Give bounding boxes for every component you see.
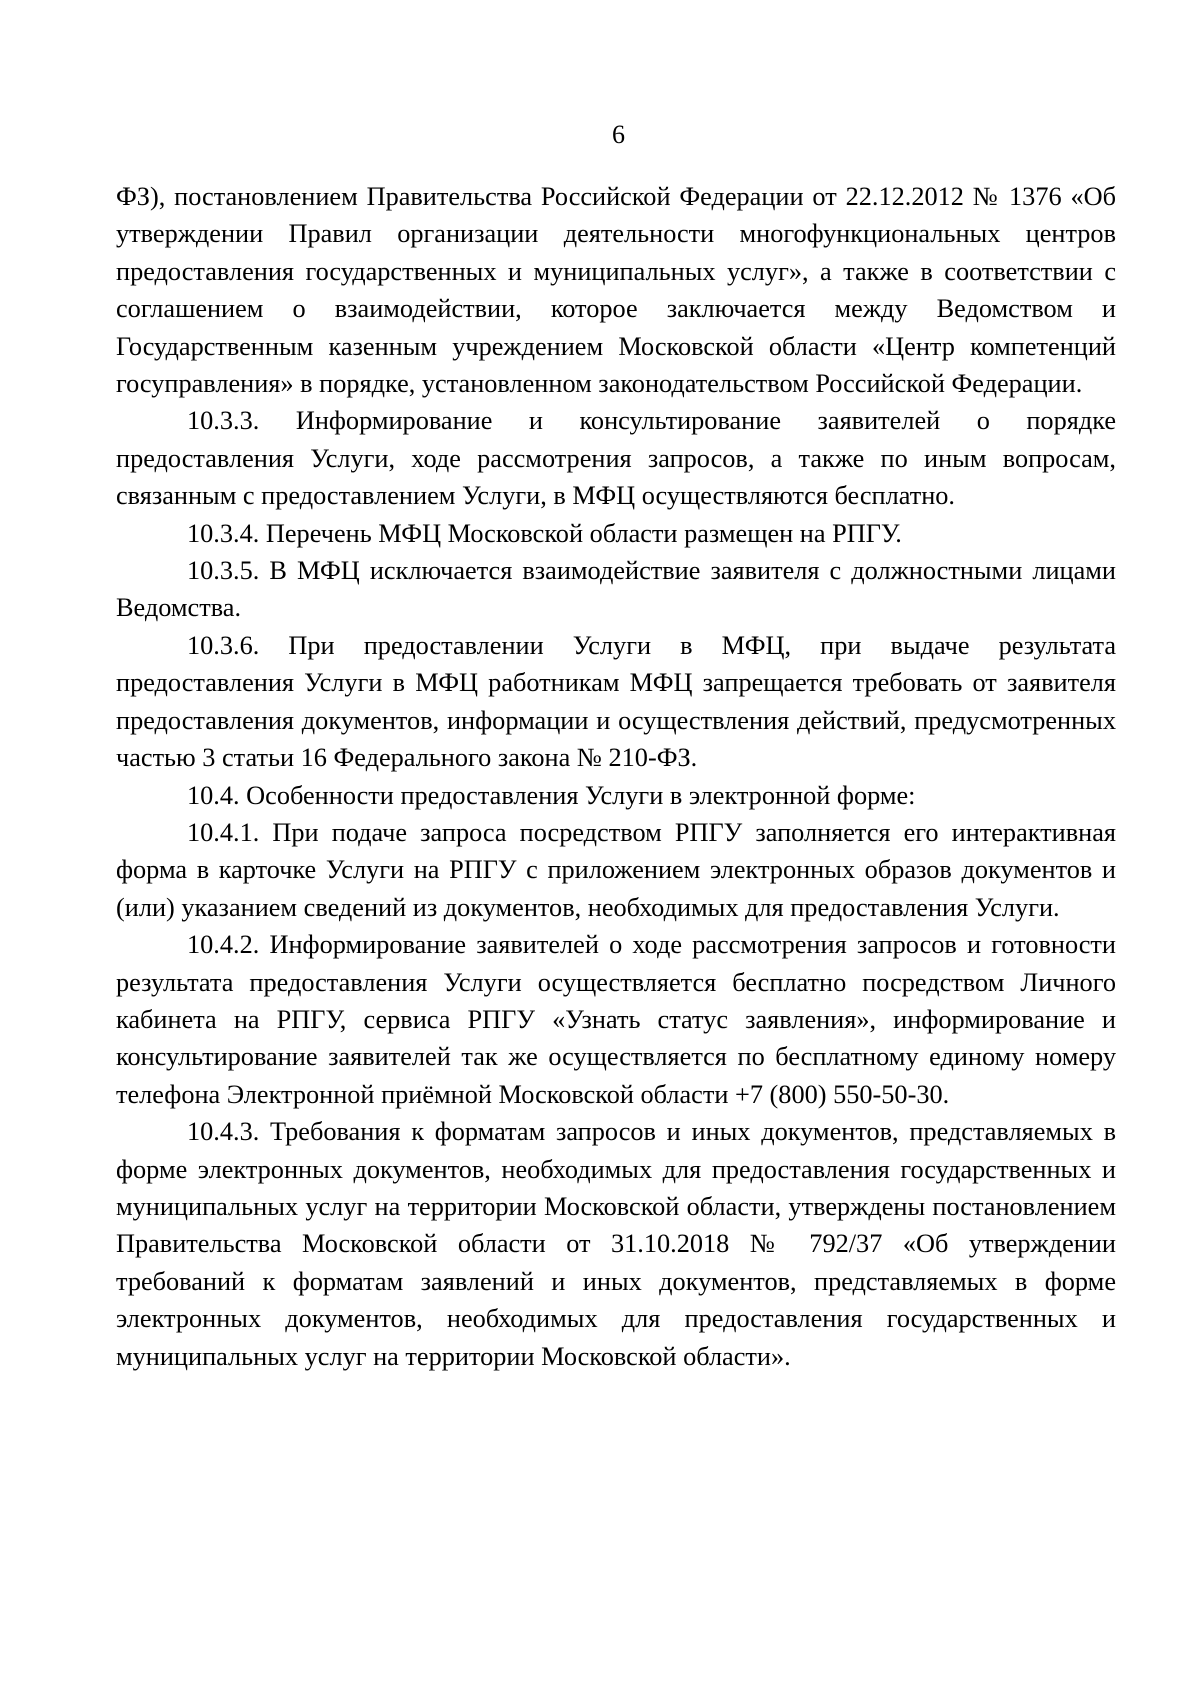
- paragraph-continuation: ФЗ), постановлением Правительства Российской Федерации от 22.12.2012 № 1376 «Об утверждении Правил организации деятельности многофункциональных центров предоставления государственных и муниципальных услуг», а также в соответствии с соглашением о взаимодействии, которое заключается между Ведомством и Государственным казенным учреждением Московской области «Центр компетенций госуправления» в порядке, установленном законодательством Российской Федерации.: [116, 182, 1116, 399]
- paragraph-10-3-3: 10.3.3. Информирование и консультирование заявителей о порядке предоставления Услуги, ходе рассмотрения запросов, а также по иным вопросам, связанным с предоставлением Услуги, в МФЦ осуществляются бесплатно.: [116, 406, 1116, 511]
- document-body: [116, 178, 1116, 1375]
- paragraph-10-4-2: 10.4.2. Информирование заявителей о ходе рассмотрения запросов и готовности результата предоставления Услуги осуществляется бесплатно посредством Личного кабинета на РПГУ, сервиса РПГУ «Узнать статус заявления», информирование и консультирование заявителей так же осуществляется по бесплатному единому номеру телефона Электронной приёмной Московской области +7 (800) 550-50-30.: [116, 930, 1116, 1109]
- paragraph-10-4: 10.4. Особенности предоставления Услуги в электронной форме:: [187, 780, 916, 810]
- paragraph-10-4-1: 10.4.1. При подаче запроса посредством РПГУ заполняется его интерактивная форма в карточке Услуги на РПГУ с приложением электронных образов документов и (или) указанием сведений из документов, необходимых для предоставления Услуги.: [116, 817, 1116, 922]
- paragraph-10-3-6: 10.3.6. При предоставлении Услуги в МФЦ, при выдаче результата предоставления Услуги в МФЦ работникам МФЦ запрещается требовать от заявителя предоставления документов, информации и осуществления действий, предусмотренных частью 3 статьи 16 Федерального закона № 210-ФЗ.: [116, 630, 1116, 773]
- paragraph-10-4-3: 10.4.3. Требования к форматам запросов и иных документов, представляемых в форме электронных документов, необходимых для предоставления государственных и муниципальных услуг на территории Московской области, утверждены постановлением Правительства Московской области от 31.10.2018 № 792/37 «Об утверждении требований к форматам заявлений и иных документов, представляемых в форме электронных документов, необходимых для предоставления государственных и муниципальных услуг на территории Московской области».: [116, 1117, 1116, 1371]
- paragraph-10-3-5: 10.3.5. В МФЦ исключается взаимодействие заявителя с должностными лицами Ведомства.: [116, 556, 1116, 623]
- paragraph-10-3-4: 10.3.4. Перечень МФЦ Московской области размещен на РПГУ.: [187, 518, 902, 548]
- page-number: 6: [612, 120, 625, 149]
